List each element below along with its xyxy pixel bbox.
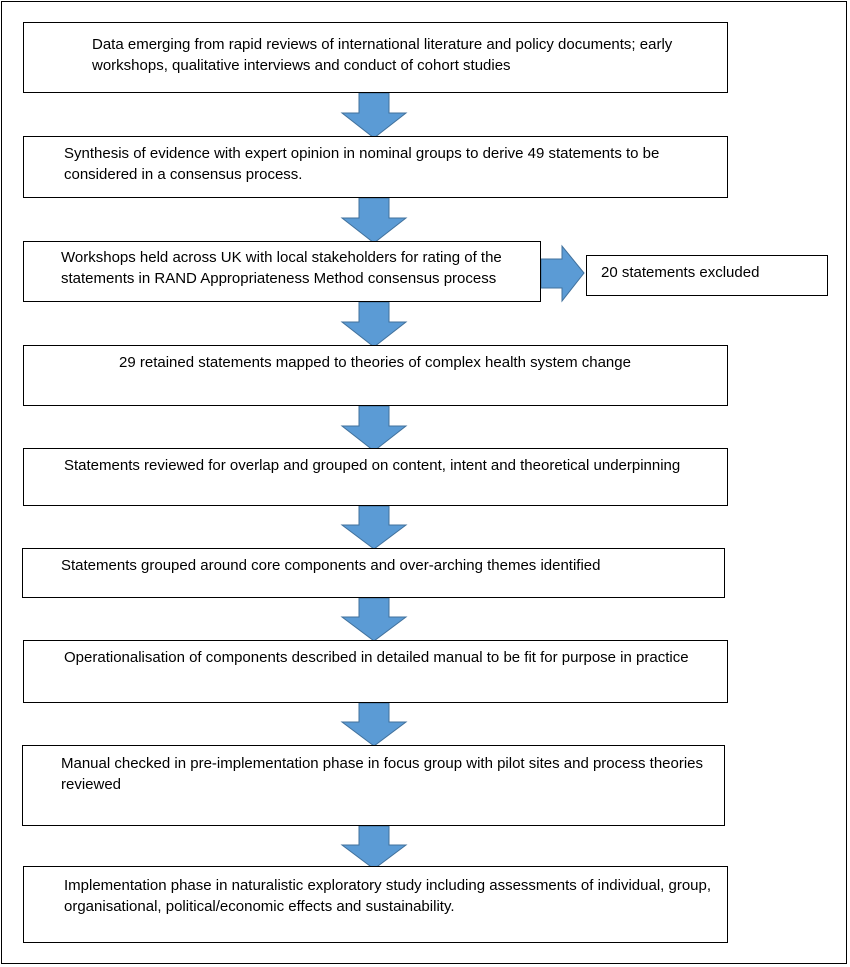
- right-arrow-excluded: [541, 246, 584, 301]
- down-arrow-2: [342, 198, 406, 243]
- step-box-2: [23, 136, 728, 198]
- step-box-5: [23, 448, 728, 506]
- step-text-3: Workshops held across UK with local stakeholders for rating of the statements in RAND Appropriateness Method consensus process: [61, 249, 502, 287]
- step-text-2: Synthesis of evidence with expert opinion in nominal groups to derive 49 statements to be considered in a consensus process.: [64, 145, 660, 183]
- step-box-4: [23, 345, 728, 406]
- step-box-6: [22, 548, 725, 598]
- excluded-box: [586, 255, 828, 296]
- step-box-8: [22, 745, 725, 826]
- step-box-9: [23, 866, 728, 943]
- down-arrow-1: [342, 93, 406, 138]
- down-arrow-7: [342, 703, 406, 746]
- step-box-7: [23, 640, 728, 703]
- step-text-5: Statements reviewed for overlap and grouped on content, intent and theoretical underpinning: [64, 457, 681, 474]
- down-arrow-8: [342, 826, 406, 869]
- step-text-1: Data emerging from rapid reviews of international literature and policy documents; early workshops, qualitative interviews and conduct of cohort studies: [92, 36, 673, 74]
- down-arrow-6: [342, 598, 406, 641]
- step-box-1: [23, 22, 728, 93]
- step-text-9: Implementation phase in naturalistic exploratory study including assessments of individual, group, organisational, political/economic effects and sustainability.: [64, 877, 712, 915]
- step-text-7: Operationalisation of components described in detailed manual to be fit for purpose in practice: [64, 649, 689, 666]
- down-arrow-5: [342, 506, 406, 549]
- step-text-4: 29 retained statements mapped to theories of complex health system change: [119, 354, 631, 371]
- step-text-8: Manual checked in pre-implementation phase in focus group with pilot sites and process theories reviewed: [61, 755, 704, 793]
- down-arrow-4: [342, 406, 406, 451]
- excluded-text: 20 statements excluded: [601, 264, 760, 281]
- down-arrow-3: [342, 302, 406, 347]
- step-box-3: [23, 241, 541, 302]
- step-text-6: Statements grouped around core components and over-arching themes identified: [61, 557, 601, 574]
